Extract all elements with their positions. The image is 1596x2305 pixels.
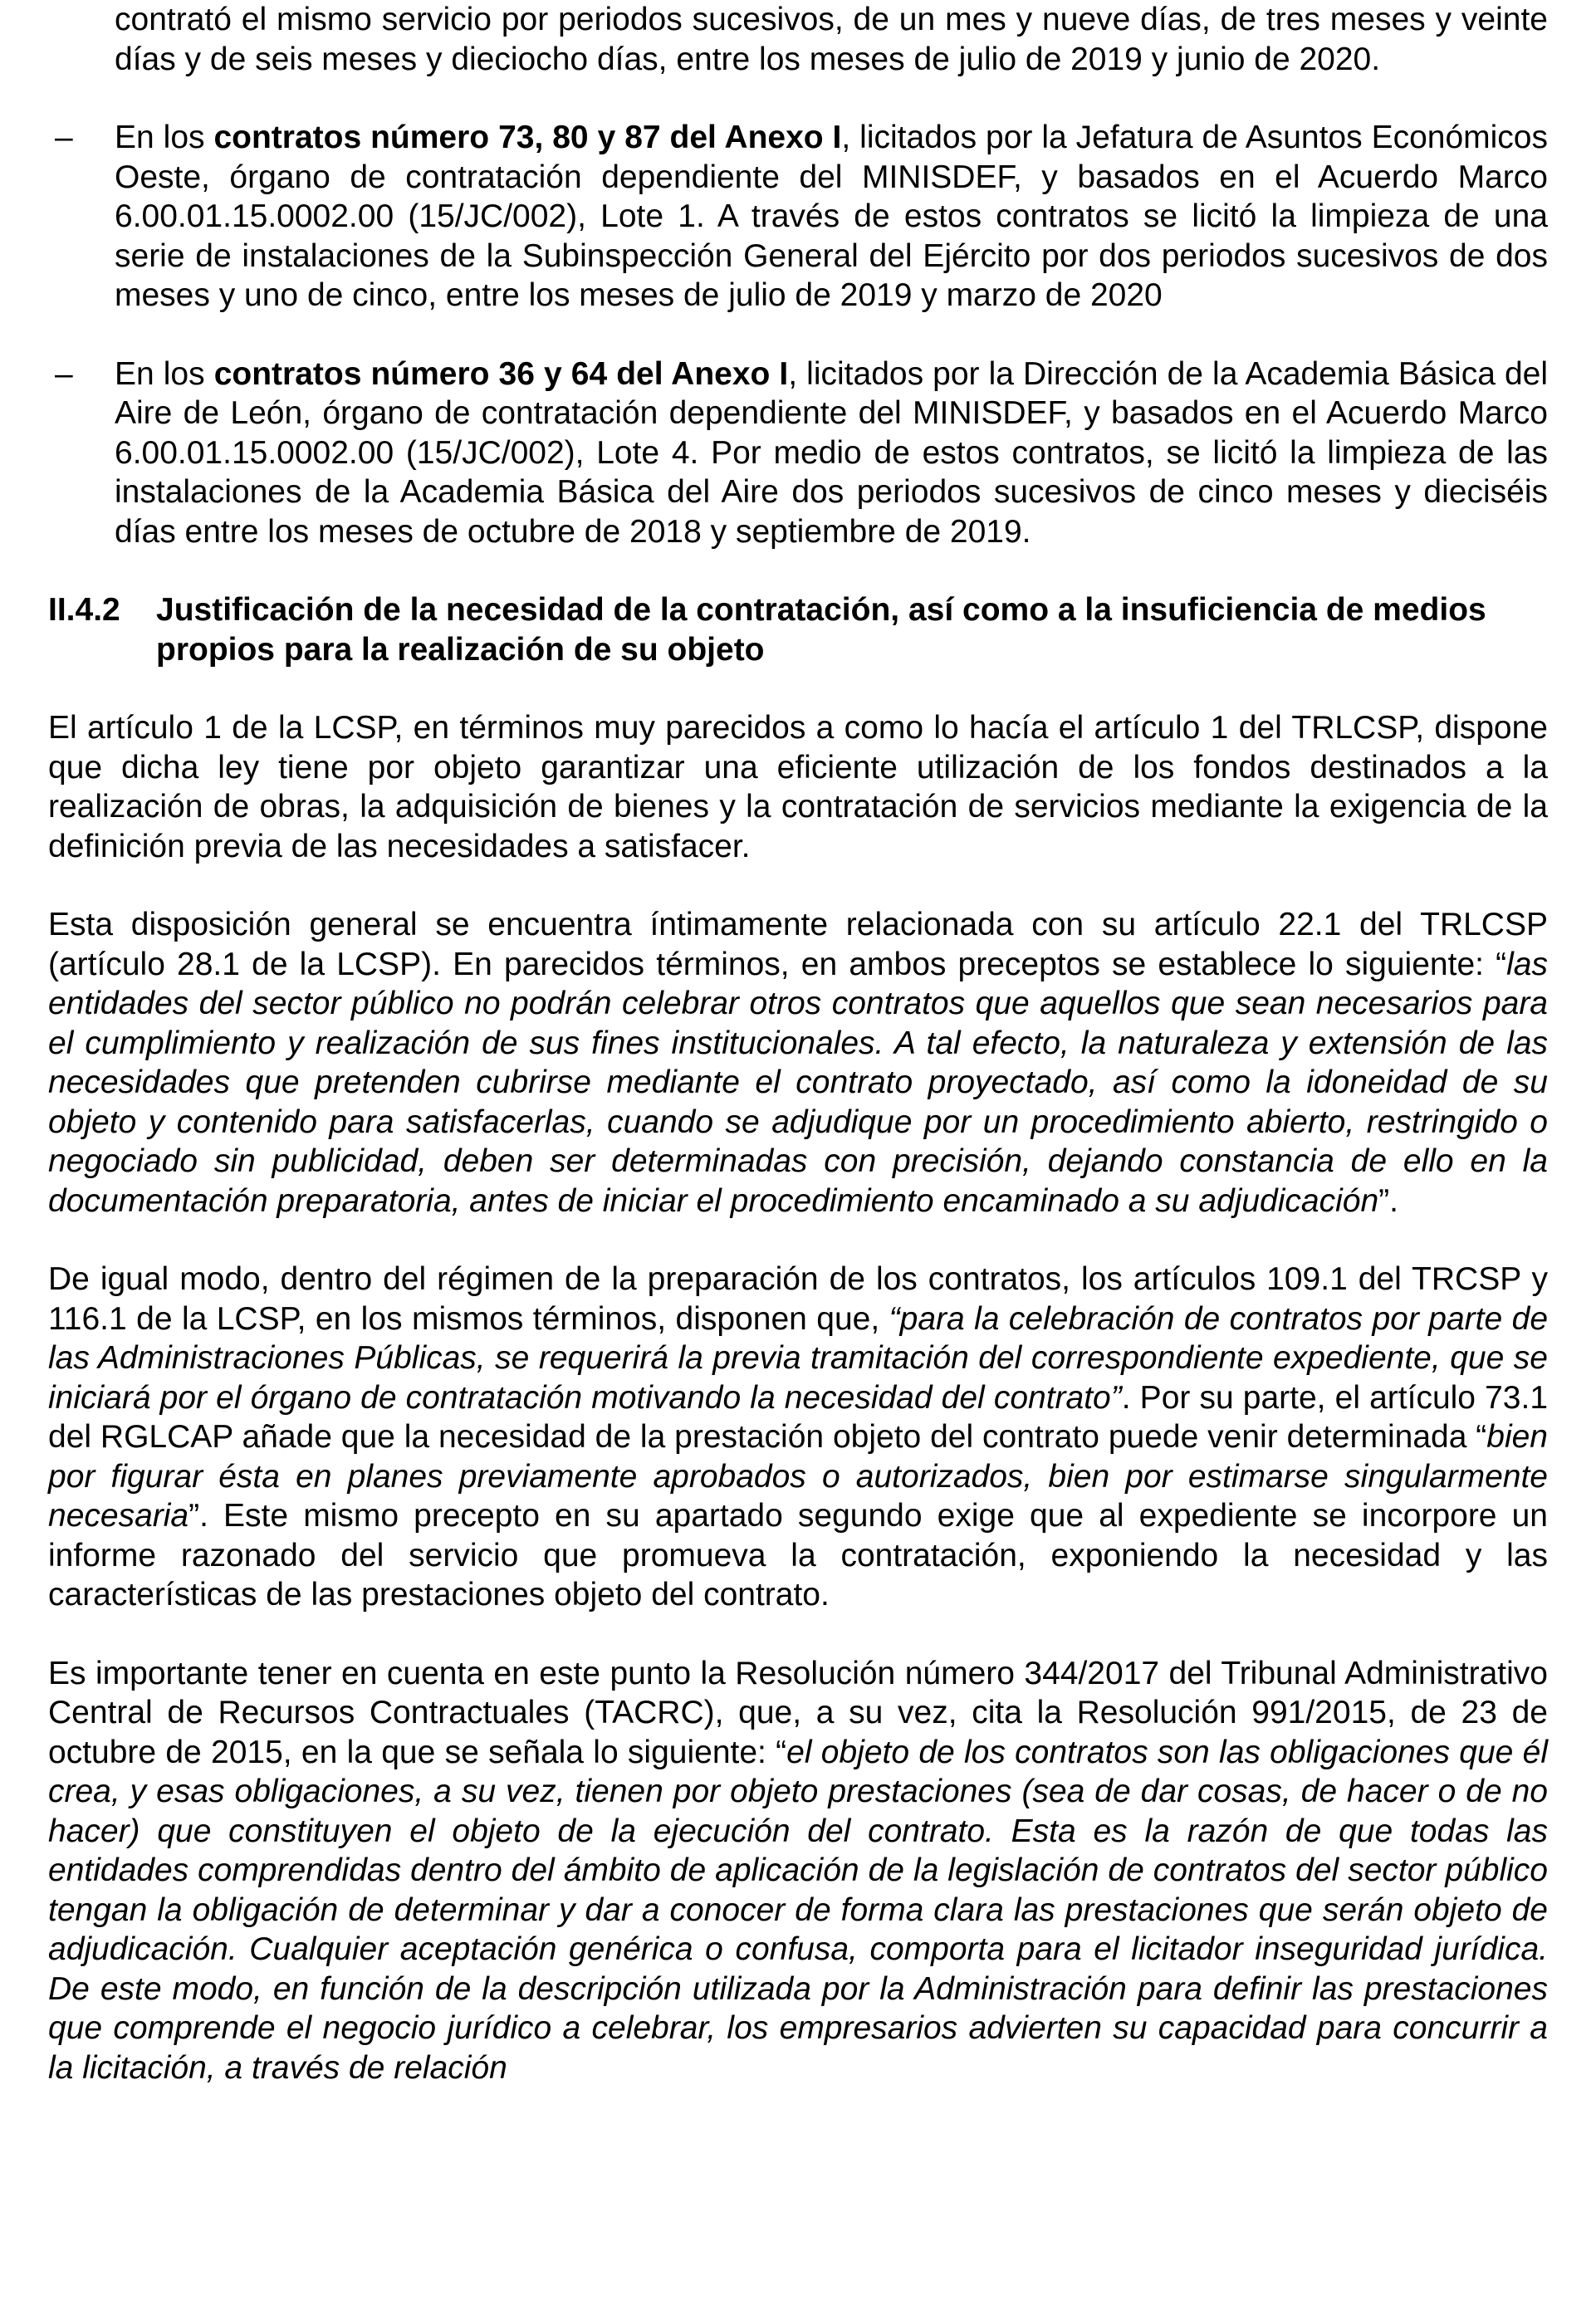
section-title: Justificación de la necesidad de la contratación, así como a la insuficiencia de medios propios para la realización de su objeto (156, 592, 1486, 668)
paragraph-text: ”. (1378, 1182, 1398, 1219)
list-item-text (115, 355, 1548, 552)
section-heading (48, 590, 1548, 669)
document-page (48, 0, 1548, 2087)
italic-quote: “para la celebración de contratos por parte de las Administraciones Públicas, se requerirá la previa tramitación del correspondiente expediente, que se iniciará por el órgano de contratación motivando la necesidad del contrato” (48, 1300, 1549, 1416)
dash-bullet: – (55, 355, 73, 392)
body-paragraph (48, 1260, 1548, 1615)
list-item-body: , licitados por la Dirección de la Academia Básica del Aire de León, órgano de contratación dependiente del MINISDEF, y basados en el Acuerdo Marco 6.00.01.15.0002.00 (15/JC/002), Lote 4. Por medio de estos contratos, se licitó la limpieza de las instalaciones de la Academia Básica del Aire dos periodos sucesivos de cinco meses y dieciséis días entre los meses de octubre de 2018 y septiembre de 2019. (115, 355, 1548, 550)
italic-quote: las entidades del sector público no podrán celebrar otros contratos que aquellos que sean necesarios para el cumplimiento y realización de sus fines institucionales. A tal efecto, la naturaleza y extensión de las necesidades que pretenden cubrirse mediante el contrato proyectado, así como la idoneidad de su objeto y contenido para satisfacerlas, cuando se adjudique por un procedimiento abierto, restringido o negociado sin publicidad, deben ser determinadas con precisión, dejando constancia de ello en la documentación preparatoria, antes de iniciar el procedimiento encaminado a su adjudicación (48, 946, 1548, 1219)
body-paragraph: El artículo 1 de la LCSP, en términos muy parecidos a como lo hacía el artículo 1 del TRLCSP, dispone que dicha ley tiene por objeto garantizar una eficiente utilización de los fondos destinados a la realización de obras, la adquisición de bienes y la contratación de servicios mediante la exigencia de la definición previa de las necesidades a satisfacer. (48, 710, 1548, 864)
paragraph-text: De igual modo, dentro del régimen de la preparación de los contratos, los artículos 109.1 del TRCSP y 116.1 de la LCSP, en los mismos términos, disponen que, (48, 1261, 1548, 1337)
italic-quote: bien por figurar ésta en planes previamente aprobados o autorizados, bien por estimarse singularmente necesaria (48, 1419, 1548, 1534)
paragraph-text: Es importante tener en cuenta en este punto la Resolución número 344/2017 del Tribunal Administrativo Central de Recursos Contractuales (TACRC), que, a su vez, cita la Resolución 991/2015, de 23 de octubre de 2015, en la que se señala lo siguiente: “ (48, 1655, 1548, 1770)
paragraph-text: Esta disposición general se encuentra íntimamente relacionada con su artículo 22.1 del TRLCSP (artículo 28.1 de la LCSP). En parecidos términos, en ambos preceptos se establece lo siguiente: “ (48, 907, 1548, 982)
section-number: II.4.2 (48, 592, 120, 628)
list-item-text (115, 118, 1548, 316)
list-item (48, 118, 1548, 316)
list-item-bold-ref: contratos número 36 y 64 del Anexo I (213, 355, 789, 392)
intro-continuation-paragraph: contrató el mismo servicio por periodos sucesivos, de un mes y nueve días, de tres meses y veinte días y de seis meses y dieciocho días, entre los meses de julio de 2019 y junio de 2020. (115, 2, 1548, 77)
list-item (48, 355, 1548, 552)
list-item-bold-ref: contratos número 73, 80 y 87 del Anexo I (213, 120, 842, 155)
paragraph-text: ”. Este mismo precepto en su apartado segundo exige que al expediente se incorpore un informe razonado del servicio que promueva la contratación, exponiendo la necesidad y las características de las prestaciones objeto del contrato. (48, 1498, 1548, 1613)
list-item-lead: En los (115, 120, 214, 155)
body-paragraph (48, 905, 1548, 1221)
list-item-lead: En los (115, 355, 214, 392)
body-paragraph (48, 1654, 1548, 2088)
italic-quote: el objeto de los contratos son las obligaciones que él crea, y esas obligaciones, a su vez, tienen por objeto prestaciones (sea de dar cosas, de hacer o de no hacer) que constituyen el objeto de la ejecución del contrato. Esta es la razón de que todas las entidades comprendidas dentro del ámbito de aplicación de la legislación de contratos del sector público tengan la obligación de determinar y dar a conocer de forma clara las prestaciones que serán objeto de adjudicación. Cualquier aceptación genérica o confusa, comporta para el licitador inseguridad jurídica. De este modo, en función de la descripción utilizada por la Administración para definir las prestaciones que comprende el negocio jurídico a celebrar, los empresarios advierten su capacidad para concurrir a la licitación, a través de relación (48, 1734, 1548, 2086)
paragraph-text: . Por su parte, el artículo 73.1 del RGLCAP añade que la necesidad de la prestación objeto del contrato puede venir determinada “ (48, 1379, 1549, 1455)
list-item-body: , licitados por la Jefatura de Asuntos Económicos Oeste, órgano de contratación dependiente del MINISDEF, y basados en el Acuerdo Marco 6.00.01.15.0002.00 (15/JC/002), Lote 1. A través de estos contratos se licitó la limpieza de una serie de instalaciones de la Subinspección General del Ejército por dos periodos sucesivos de dos meses y uno de cinco, entre los meses de julio de 2019 y marzo de 2020 (115, 120, 1549, 313)
dash-bullet: – (55, 120, 73, 155)
